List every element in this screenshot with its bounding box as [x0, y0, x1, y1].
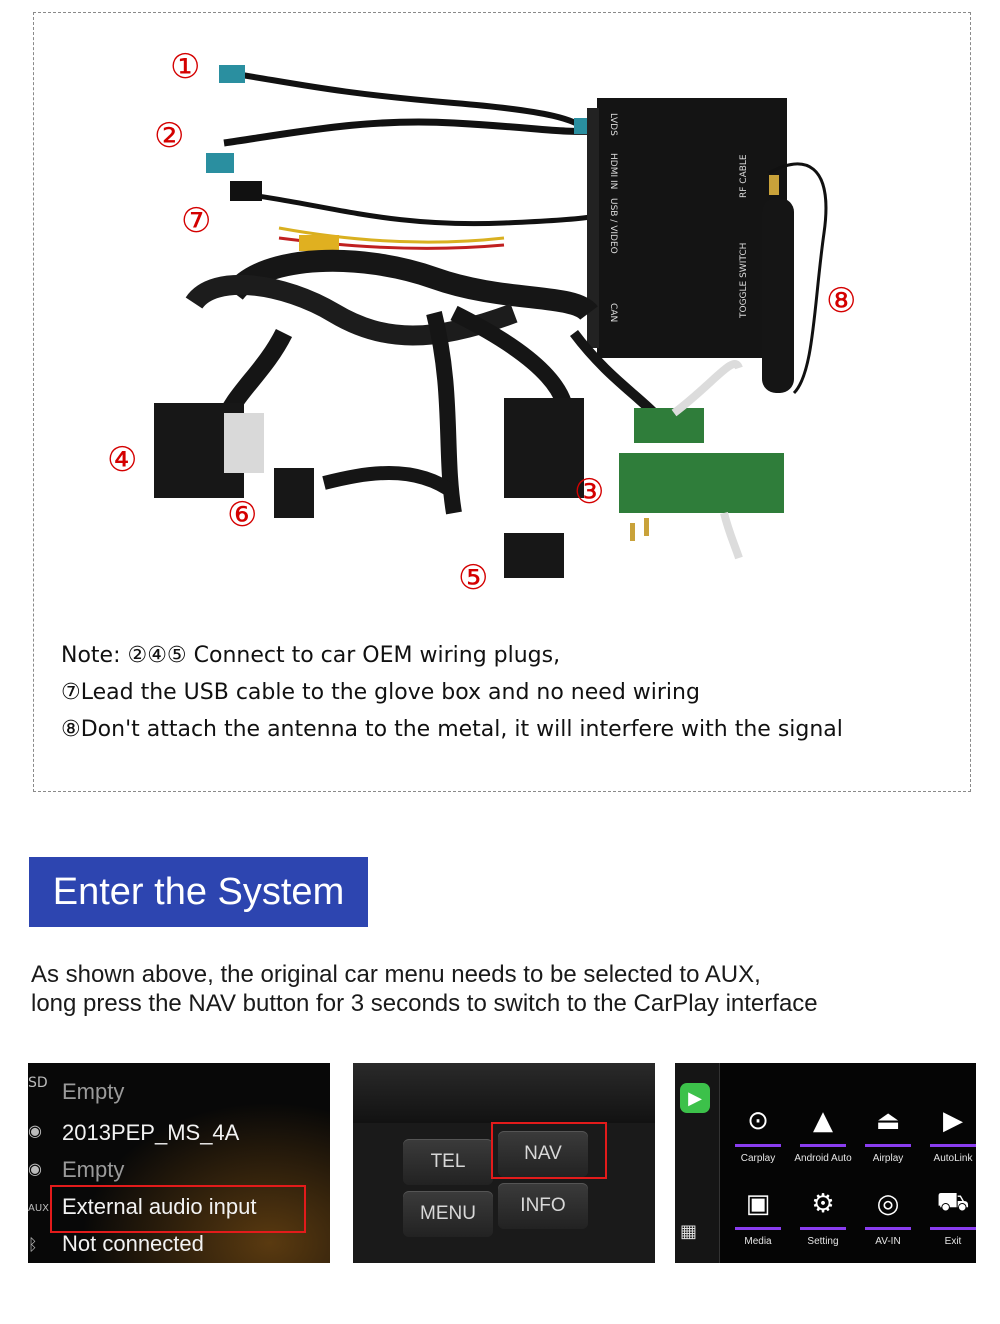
callout-5: ⑤	[458, 558, 489, 598]
menu-item-empty-1[interactable]: Empty	[62, 1079, 125, 1104]
tel-button[interactable]: TEL	[403, 1139, 493, 1185]
app-av-in[interactable]	[860, 1181, 916, 1247]
app-autolink[interactable]	[925, 1098, 976, 1164]
callout-1: ①	[170, 47, 201, 87]
aux-highlight-box	[50, 1185, 306, 1233]
note-line-1: Note: ②④⑤ Connect to car OEM wiring plugs,	[61, 643, 561, 668]
media-icon: ▣	[735, 1181, 781, 1230]
app-exit[interactable]	[925, 1181, 976, 1247]
callout-4: ④	[107, 440, 138, 480]
callout-6: ⑥	[227, 495, 258, 535]
nav-highlight-box	[491, 1122, 607, 1179]
app-exit-label: Exit	[944, 1236, 962, 1247]
menu-item-bluetooth[interactable]: Not connected	[62, 1231, 204, 1256]
callout-2: ②	[154, 116, 185, 156]
menu-item-empty-2[interactable]: Empty	[62, 1157, 125, 1182]
toggle-switch-label: TOGGLE SWITCH	[739, 242, 749, 318]
can-label: CAN	[608, 303, 618, 323]
menu-item-disc[interactable]: 2013PEP_MS_4A	[62, 1120, 240, 1145]
app-android-auto[interactable]	[795, 1098, 851, 1164]
disc-icon-2: ◉	[28, 1159, 42, 1178]
car-menu-screenshot	[28, 1063, 330, 1263]
usb-video-label: USB / VIDEO	[608, 198, 618, 254]
callout-3: ③	[574, 472, 605, 512]
callout-8: ⑧	[826, 281, 857, 321]
nav-buttons-photo	[353, 1063, 655, 1263]
instruction-line-1: As shown above, the original car menu needs to be selected to AUX,	[31, 961, 761, 988]
app-setting-label: Setting	[807, 1236, 839, 1247]
instruction-line-2: long press the NAV button for 3 seconds to switch to the CarPlay interface	[31, 990, 818, 1017]
app-media-label: Media	[744, 1236, 772, 1247]
camera-icon: ◎	[865, 1181, 911, 1230]
app-setting[interactable]	[795, 1181, 851, 1247]
callout-7: ⑦	[181, 201, 212, 241]
app-media[interactable]	[730, 1181, 786, 1247]
car-icon: ⛟	[930, 1181, 976, 1230]
app-autolink-label: AutoLink	[933, 1153, 973, 1164]
gear-icon: ⚙	[800, 1181, 846, 1230]
note-line-2: ⑦Lead the USB cable to the glove box and no need wiring	[61, 680, 700, 705]
autolink-icon: ▶	[930, 1098, 976, 1147]
carplay-app-icon[interactable]: ▶	[680, 1083, 710, 1113]
app-android-auto-label: Android Auto	[794, 1153, 852, 1164]
app-av-in-label: AV-IN	[875, 1236, 901, 1247]
rf-cable-label: RF CABLE	[739, 154, 749, 198]
carplay-interface-screen	[675, 1063, 976, 1263]
airplay-icon: ⏏	[865, 1098, 911, 1147]
app-carplay-label: Carplay	[740, 1153, 776, 1164]
instructions-text	[31, 960, 818, 1018]
menu-item-external-audio[interactable]: External audio input	[62, 1194, 257, 1219]
disc-icon: ◉	[28, 1121, 42, 1140]
aux-icon: AUX	[28, 1203, 50, 1214]
app-airplay[interactable]	[860, 1098, 916, 1164]
app-airplay-label: Airplay	[872, 1153, 904, 1164]
note-line-3: ⑧Don't attach the antenna to the metal, it will interfere with the signal	[61, 717, 843, 742]
product-frame	[33, 12, 971, 792]
nav-button[interactable]: NAV	[498, 1131, 588, 1177]
installation-notes	[61, 637, 950, 748]
info-button[interactable]: INFO	[498, 1183, 588, 1229]
sd-card-icon: SD	[28, 1075, 48, 1091]
bluetooth-icon: ᛒ	[28, 1235, 38, 1254]
lvds-label: LVDS	[608, 113, 618, 136]
carplay-icon: ⊙	[735, 1098, 781, 1147]
grid-menu-icon[interactable]: ▦	[680, 1221, 698, 1242]
menu-button[interactable]: MENU	[403, 1191, 493, 1237]
section-heading-text: Enter the System	[52, 870, 345, 913]
hdmi-label: HDMI IN	[608, 153, 618, 190]
android-auto-icon: ▲	[800, 1098, 846, 1147]
app-carplay[interactable]	[730, 1098, 786, 1164]
section-heading	[29, 857, 368, 927]
wiring-kit-photo	[34, 13, 972, 633]
